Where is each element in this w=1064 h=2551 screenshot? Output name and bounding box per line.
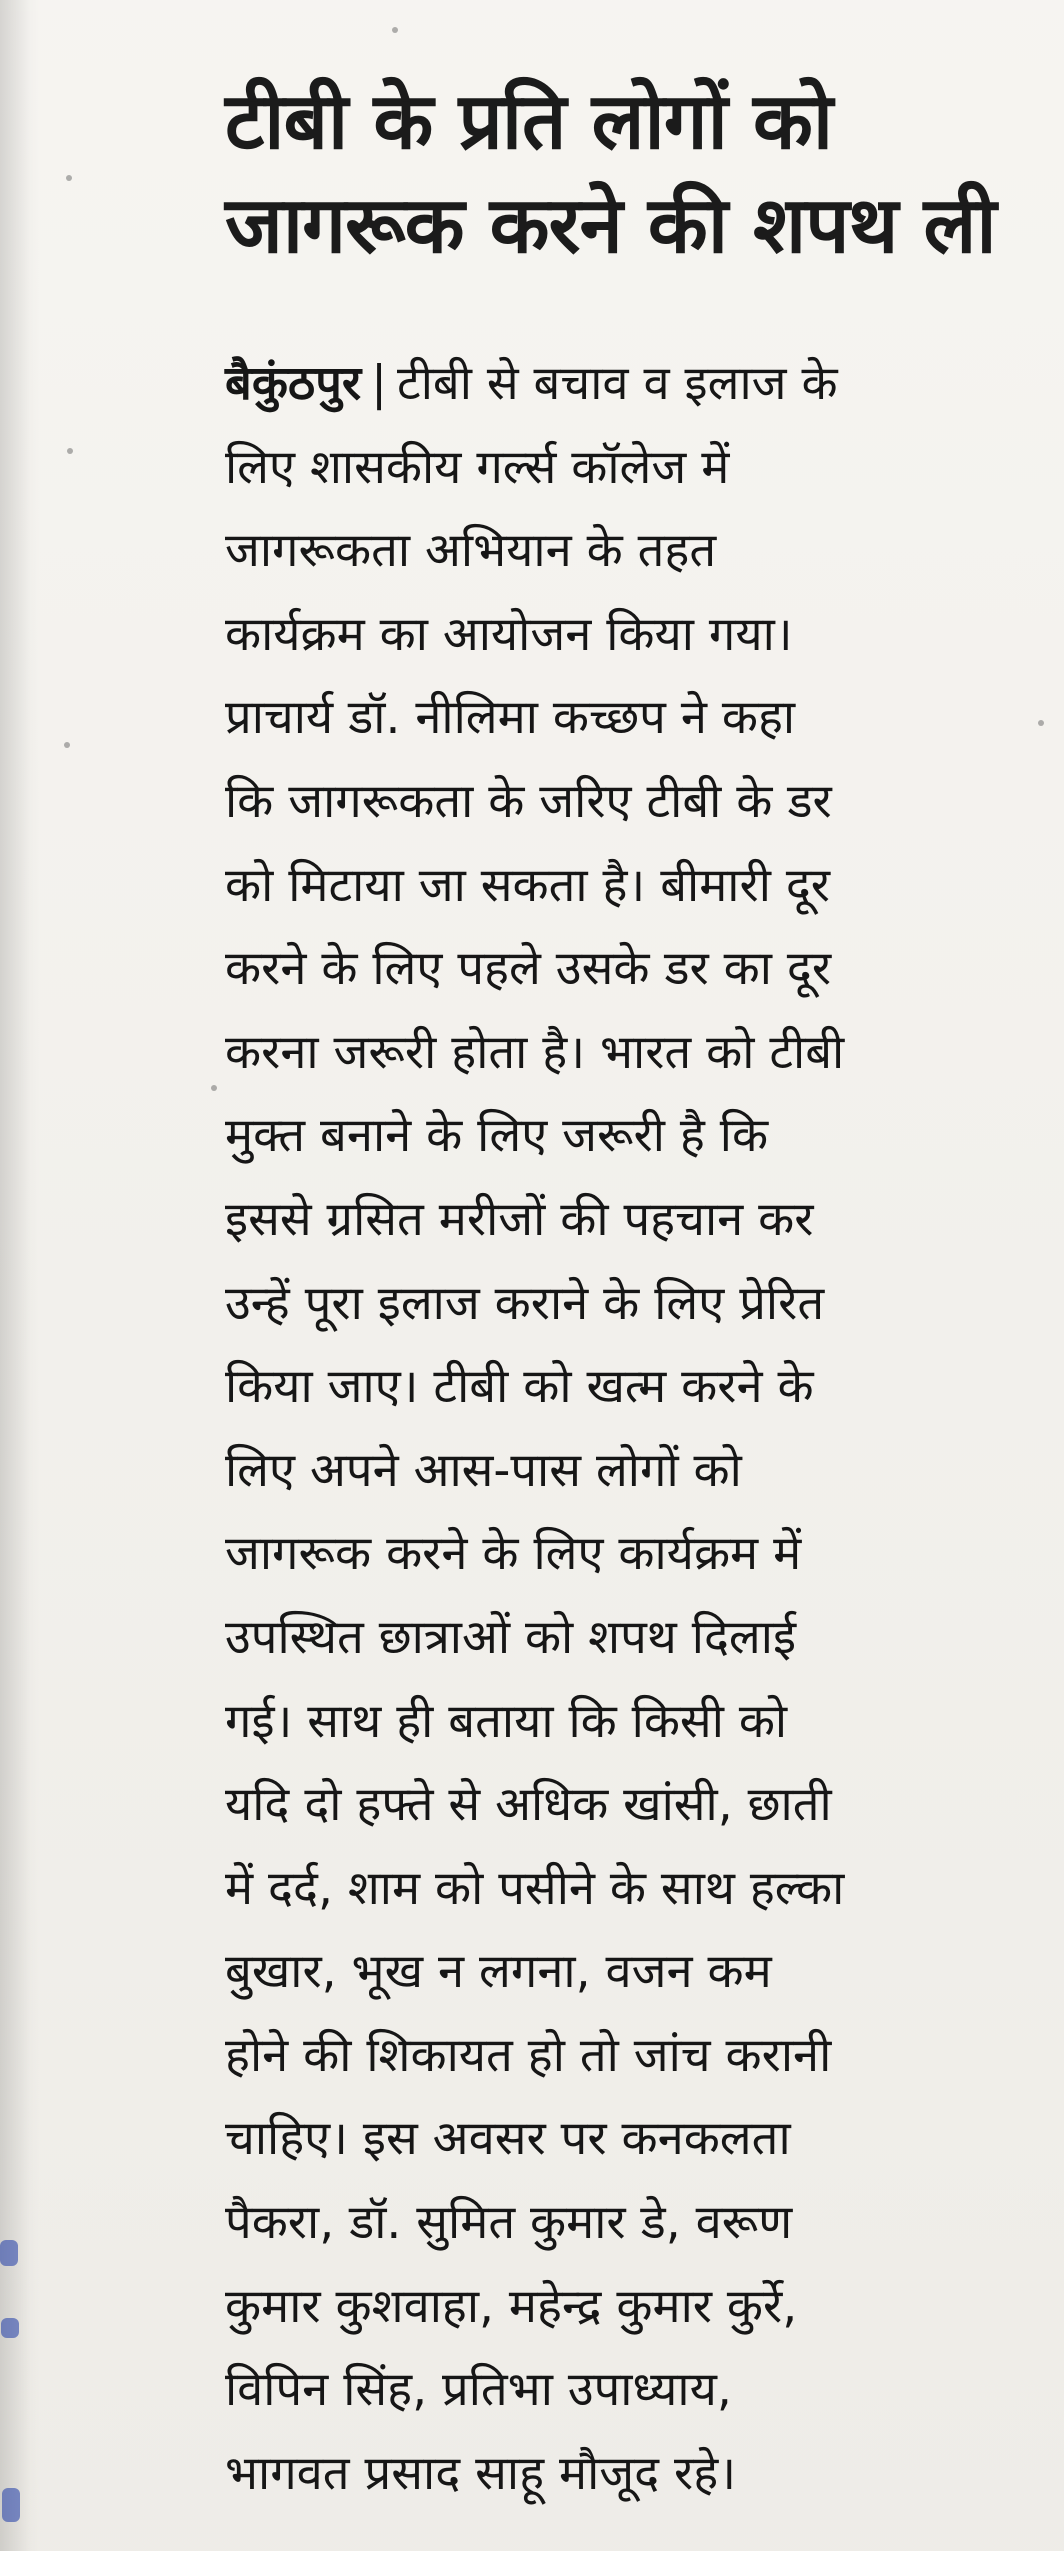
body-line-25: विपिन सिंह, प्रतिभा उपाध्याय, bbox=[225, 2362, 732, 2418]
body-line-13: किया जाए। टीबी को खत्म करने के bbox=[225, 1359, 814, 1415]
body-line-9: करना जरूरी होता है। भारत को टीबी bbox=[225, 1024, 845, 1080]
dateline: बैकुंठपुर bbox=[225, 356, 362, 411]
body-line-1 bbox=[225, 342, 1015, 426]
body-line-14: लिए अपने आस-पास लोगों को bbox=[225, 1442, 742, 1498]
body-line-17: गई। साथ ही बताया कि किसी को bbox=[225, 1693, 788, 1749]
body-line-1-text: टीबी से बचाव व इलाज के bbox=[397, 356, 838, 411]
blue-ink-mark bbox=[1, 2318, 19, 2338]
paper-speck bbox=[1038, 720, 1044, 726]
paper-speck bbox=[67, 448, 73, 454]
body-line-11: इससे ग्रसित मरीजों की पहचान कर bbox=[225, 1191, 814, 1247]
blue-ink-mark bbox=[0, 2240, 18, 2266]
body-line-8: करने के लिए पहले उसके डर का दूर bbox=[225, 941, 832, 997]
body-line-7: को मिटाया जा सकता है। बीमारी दूर bbox=[225, 857, 830, 913]
headline-line-1: टीबी के प्रति लोगों को bbox=[225, 77, 833, 167]
body-line-4: कार्यक्रम का आयोजन किया गया। bbox=[225, 606, 793, 662]
body-line-16: उपस्थित छात्राओं को शपथ दिलाई bbox=[225, 1609, 797, 1665]
headline-line-2: जागरूक करने की शपथ ली bbox=[225, 181, 996, 271]
body-line-3: जागरूकता अभियान के तहत bbox=[225, 523, 717, 579]
body-line-23: पैकरा, डॉ. सुमित कुमार डे, वरूण bbox=[225, 2195, 793, 2251]
page-edge-shadow bbox=[0, 0, 30, 2551]
body-line-2: लिए शासकीय गर्ल्स कॉलेज में bbox=[225, 439, 730, 495]
paper-speck bbox=[64, 742, 70, 748]
body-line-15: जागरूक करने के लिए कार्यक्रम में bbox=[225, 1526, 802, 1582]
dateline-separator: | bbox=[371, 356, 388, 411]
body-line-19: में दर्द, शाम को पसीने के साथ हल्का bbox=[225, 1860, 845, 1916]
article-body bbox=[225, 342, 1015, 2515]
paper-speck bbox=[211, 1085, 217, 1091]
blue-ink-mark bbox=[2, 2488, 20, 2522]
body-line-18: यदि दो हफ्ते से अधिक खांसी, छाती bbox=[225, 1777, 832, 1833]
body-line-26: भागवत प्रसाद साहू मौजूद रहे। bbox=[225, 2445, 737, 2501]
paper-speck bbox=[392, 27, 398, 33]
body-line-12: उन्हें पूरा इलाज कराने के लिए प्रेरित bbox=[225, 1275, 825, 1331]
news-article bbox=[225, 70, 1015, 2515]
body-line-21: होने की शिकायत हो तो जांच करानी bbox=[225, 2027, 832, 2083]
article-headline bbox=[225, 70, 1015, 278]
body-line-24: कुमार कुशवाहा, महेन्द्र कुमार कुर्रे, bbox=[225, 2278, 798, 2334]
paper-speck bbox=[66, 175, 72, 181]
body-line-10: मुक्त बनाने के लिए जरूरी है कि bbox=[225, 1108, 769, 1164]
body-line-6: कि जागरूकता के जरिए टीबी के डर bbox=[225, 773, 832, 829]
body-line-22: चाहिए। इस अवसर पर कनकलता bbox=[225, 2111, 791, 2167]
body-line-20: बुखार, भूख न लगना, वजन कम bbox=[225, 1944, 772, 2000]
body-line-5: प्राचार्य डॉ. नीलिमा कच्छप ने कहा bbox=[225, 690, 796, 746]
